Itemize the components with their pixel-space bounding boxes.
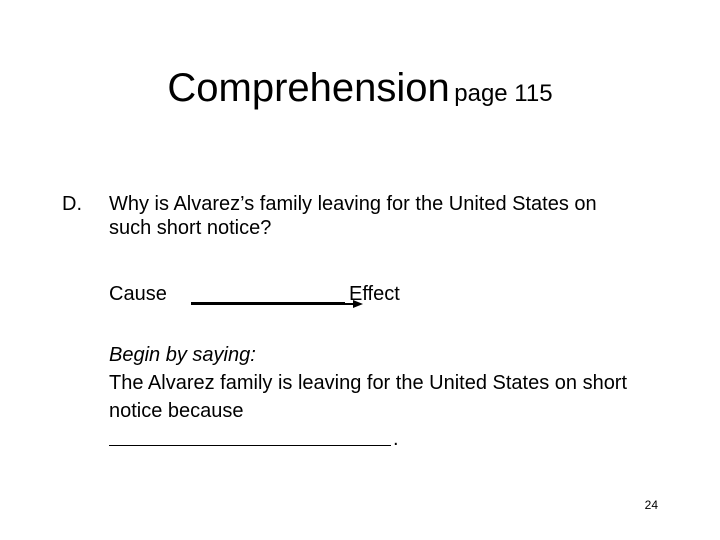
prompt-sentence: The Alvarez family is leaving for the United States on short notice because (109, 372, 628, 422)
title-page-reference: page 115 (454, 80, 553, 107)
cause-label: Cause (109, 283, 167, 305)
cause-effect-blank-line (191, 302, 345, 303)
answer-blank (109, 425, 399, 453)
question-letter: D. (62, 193, 82, 215)
right-arrow-icon (191, 304, 363, 318)
title-main: Comprehension (167, 66, 450, 110)
cause-effect-row (0, 282, 720, 318)
answer-prompt (109, 341, 649, 453)
prompt-intro: Begin by saying: (109, 344, 256, 366)
answer-blank-line (109, 445, 391, 446)
answer-period: . (393, 428, 399, 450)
question-text: Why is Alvarez’s family leaving for the United States on such short notice? (109, 193, 597, 239)
effect-label: Effect (349, 283, 400, 305)
page-number: 24 (644, 498, 658, 512)
slide-title (0, 68, 720, 108)
